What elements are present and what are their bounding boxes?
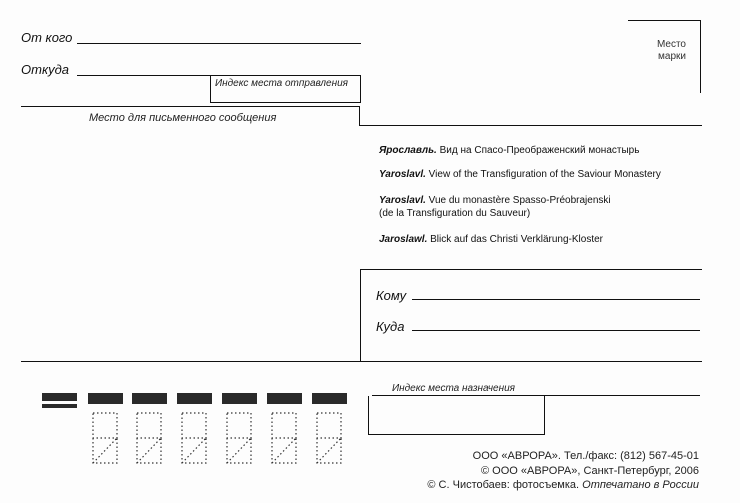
caption-fr bbox=[379, 194, 611, 220]
caption-de-title: Jaroslawl. bbox=[379, 234, 428, 245]
zip-bar bbox=[88, 393, 123, 404]
message-area-label: Место для письменного сообщения bbox=[89, 112, 277, 124]
stamp-label-line2: марки bbox=[658, 51, 686, 62]
message-area-top-line bbox=[21, 106, 360, 107]
sender-index-label: Индекс места отправления bbox=[215, 78, 349, 89]
zip-digit-template[interactable] bbox=[225, 411, 253, 465]
zip-bar-first-lower bbox=[42, 404, 77, 408]
zip-bar bbox=[267, 393, 302, 404]
zip-digit-template[interactable] bbox=[180, 411, 208, 465]
publisher-phone: ООО «АВРОРА». Тел./факс: (812) 567-45-01 bbox=[472, 450, 699, 462]
stamp-label-line1: Место bbox=[656, 39, 686, 50]
message-area-right-line bbox=[359, 125, 702, 126]
zip-digit-template[interactable] bbox=[315, 411, 343, 465]
zip-bar bbox=[132, 393, 167, 404]
zip-digit-template[interactable] bbox=[91, 411, 119, 465]
zip-digit-template[interactable] bbox=[270, 411, 298, 465]
caption-ru-text: Вид на Спасо-Преображенский монастырь bbox=[439, 145, 640, 156]
bottom-divider-line bbox=[21, 361, 702, 362]
caption-en bbox=[379, 168, 661, 181]
caption-ru bbox=[379, 144, 639, 157]
caption-en-text: View of the Transfiguration of the Saviour Monastery bbox=[428, 169, 661, 180]
publisher-copyright: © ООО «АВРОРА», Санкт-Петербург, 2006 bbox=[480, 465, 699, 477]
stamp-label bbox=[657, 39, 686, 63]
from-line[interactable] bbox=[77, 43, 361, 44]
recipient-index-label: Индекс места назначения bbox=[392, 383, 516, 394]
zip-bar-first bbox=[42, 393, 77, 401]
caption-fr-text2: (de la Transfiguration du Sauveur) bbox=[379, 208, 531, 219]
address-to-label: Куда bbox=[376, 319, 405, 334]
recipient-top-line bbox=[360, 269, 702, 270]
message-area-notch bbox=[359, 106, 360, 125]
caption-en-title: Yaroslavl. bbox=[379, 169, 426, 180]
caption-ru-title: Ярославль. bbox=[379, 145, 437, 156]
address-to-line[interactable] bbox=[412, 330, 700, 331]
zip-bar bbox=[222, 393, 257, 404]
zip-digit-template[interactable] bbox=[135, 411, 163, 465]
caption-de bbox=[379, 233, 603, 246]
stamp-box[interactable] bbox=[628, 20, 701, 93]
printed-in-text: Отпечатано в России bbox=[582, 479, 699, 491]
zip-bar bbox=[177, 393, 212, 404]
photo-credit-text: © С. Чистобаев: фотосъемка. bbox=[427, 479, 583, 491]
recipient-left-line bbox=[360, 269, 361, 362]
recipient-index-box[interactable] bbox=[368, 396, 545, 435]
caption-fr-title: Yaroslavl. bbox=[379, 195, 426, 206]
zip-bar bbox=[312, 393, 347, 404]
photo-credit bbox=[427, 479, 699, 491]
from-label: От кого bbox=[21, 30, 73, 45]
to-line[interactable] bbox=[412, 299, 700, 300]
caption-de-text: Blick auf das Christi Verklärung-Kloster bbox=[430, 234, 603, 245]
address-from-label: Откуда bbox=[21, 62, 69, 77]
caption-fr-text: Vue du monastère Spasso-Préobrajenski bbox=[428, 195, 611, 206]
to-label: Кому bbox=[376, 288, 407, 303]
